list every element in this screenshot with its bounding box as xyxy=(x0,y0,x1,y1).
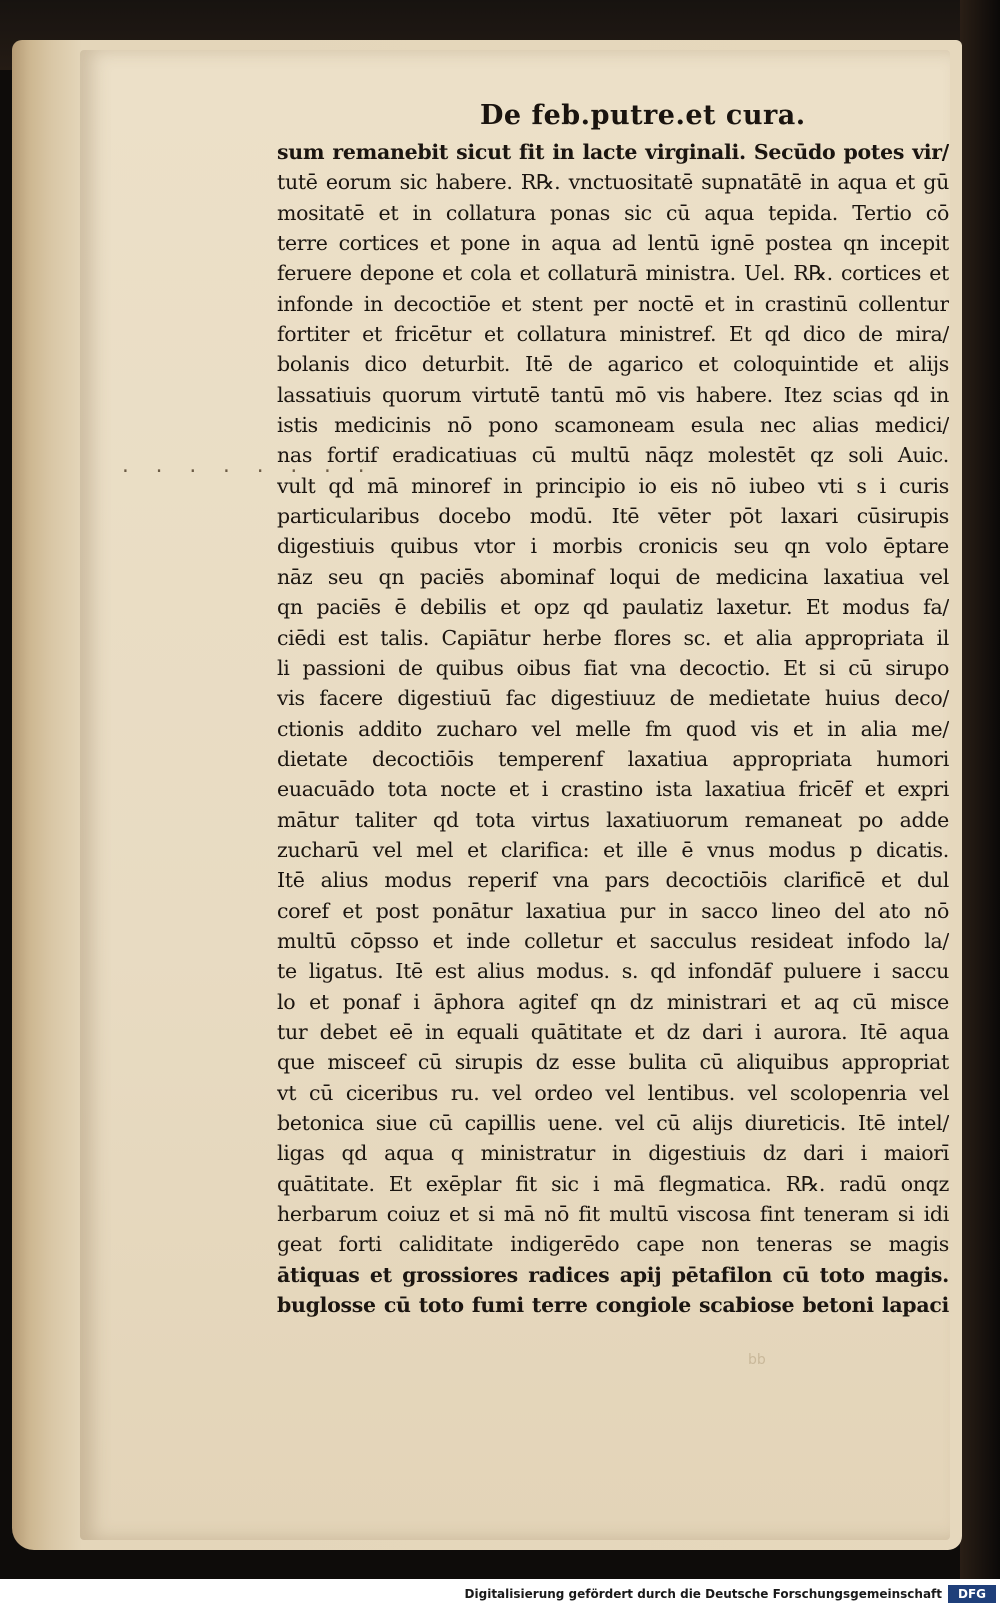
text-line: ciēdi est talis. Capiātur herbe flores sc. et alia appropriata il xyxy=(277,625,949,650)
text-line: euacuādo tota nocte et i crastino ista laxatiua fricēf et expri xyxy=(277,777,949,802)
text-line: sum remanebit sicut fit in lacte virginali. Secūdo potes vir/ xyxy=(277,140,949,164)
text-line: particularibus docebo modū. Itē vēter pōt laxari cūsirupis xyxy=(277,504,949,529)
text-line: mositatē et in collatura ponas sic cū aqua tepida. Tertio cō xyxy=(277,200,949,225)
text-line: ctionis addito zucharo vel melle fm quod vis et in alia me/ xyxy=(277,716,949,741)
signature-mark: bb xyxy=(748,1352,766,1368)
funding-credit: Digitalisierung gefördert durch die Deutsche Forschungsgemeinschaft xyxy=(464,1587,942,1601)
text-line: fortiter et fricētur et collatura ministref. Et qd dico de mira/ xyxy=(277,322,949,347)
text-line: coref et post ponātur laxatiua pur in sacco lineo del ato nō xyxy=(277,898,949,923)
text-line: buglosse cū toto fumi terre congiole scabiose betoni lapaci xyxy=(277,1293,949,1318)
text-line: multū cōpsso et inde colletur et sacculus resideat infodo la/ xyxy=(277,928,949,953)
text-line: terre cortices et pone in aqua ad lentū ignē postea qn incepit xyxy=(277,231,949,256)
text-line: bolanis dico deturbit. Itē de agarico et coloquintide et alijs xyxy=(277,352,949,377)
text-line: li passioni de quibus oibus fiat vna decoctio. Et si cū sirupo xyxy=(277,655,949,680)
text-line: herbarum coiuz et si mā nō fit multū viscosa fint teneram si idi xyxy=(277,1202,949,1227)
margin-mark: · · · · · · · · xyxy=(120,461,373,482)
text-line: que misceef cū sirupis dz esse bulita cū aliquibus appropriat xyxy=(277,1050,949,1075)
text-line: ligas qd aqua q ministratur in digestiuis dz dari i maiorī xyxy=(277,1141,949,1166)
text-line: tur debet eē in equali quātitate et dz dari i aurora. Itē aqua xyxy=(277,1019,949,1044)
text-line: qn paciēs ē debilis et opz qd paulatiz laxetur. Et modus fa/ xyxy=(277,595,949,620)
text-line: lassatiuis quorum virtutē tantū mō vis habere. Itez scias qd in xyxy=(277,382,949,407)
text-line: infonde in decoctiōe et stent per noctē et in crastinū collentur xyxy=(277,291,949,316)
running-header: De feb.putre.et cura. xyxy=(480,100,806,131)
text-line: vult qd mā minoref in principio io eis nō iubeo vti s i curis xyxy=(277,473,949,498)
text-line: digestiuis quibus vtor i morbis cronicis seu qn volo ēptare xyxy=(277,534,949,559)
text-line: vis facere digestiuū fac digestiuuz de medietate huius deco/ xyxy=(277,686,949,711)
text-line: nāz seu qn paciēs abominaf loqui de medicina laxatiua vel xyxy=(277,564,949,589)
text-column xyxy=(277,137,949,1320)
text-line: ātiquas et grossiores radices apij pētafilon cū toto magis. xyxy=(277,1262,949,1287)
text-line: tutē eorum sic habere. R℞. vnctuositatē supnatātē in aqua et gū xyxy=(277,170,949,195)
text-line: zucharū vel mel et clarifica: et ille ē vnus modus p dicatis. xyxy=(277,837,949,862)
text-line: mātur taliter qd tota virtus laxatiuorum remaneat po adde xyxy=(277,807,949,832)
text-line: geat forti caliditate indigerēdo cape non teneras se magis xyxy=(277,1232,949,1257)
text-line: feruere depone et cola et collaturā ministra. Uel. R℞. cortices et xyxy=(277,261,949,286)
text-line: istis medicinis nō pono scamoneam esula nec alias medici/ xyxy=(277,413,949,438)
text-line: lo et ponaf i āphora agitef qn dz ministrari et aq cū misce xyxy=(277,989,949,1014)
text-line: betonica siue cū capillis uene. vel cū alijs diureticis. Itē intel/ xyxy=(277,1111,949,1135)
footer-bar xyxy=(0,1579,1000,1609)
scan-background-right xyxy=(960,0,1000,1609)
dfg-logo[interactable]: DFG xyxy=(948,1585,996,1603)
text-line: te ligatus. Itē est alius modus. s. qd infondāf puluere i saccu xyxy=(277,959,949,984)
text-line: quātitate. Et exēplar fit sic i mā flegmatica. R℞. radū onqz xyxy=(277,1171,949,1196)
text-line: nas fortif eradicatiuas cū multū nāqz molestēt qz soli Auic. xyxy=(277,443,949,468)
text-line: vt cū ciceribus ru. vel ordeo vel lentibus. vel scolopenria vel xyxy=(277,1080,949,1105)
text-line: Itē alius modus reperif vna pars decoctiōis clarificē et dul xyxy=(277,868,949,893)
text-line: dietate decoctiōis temperenf laxatiua appropriata humori xyxy=(277,746,949,771)
